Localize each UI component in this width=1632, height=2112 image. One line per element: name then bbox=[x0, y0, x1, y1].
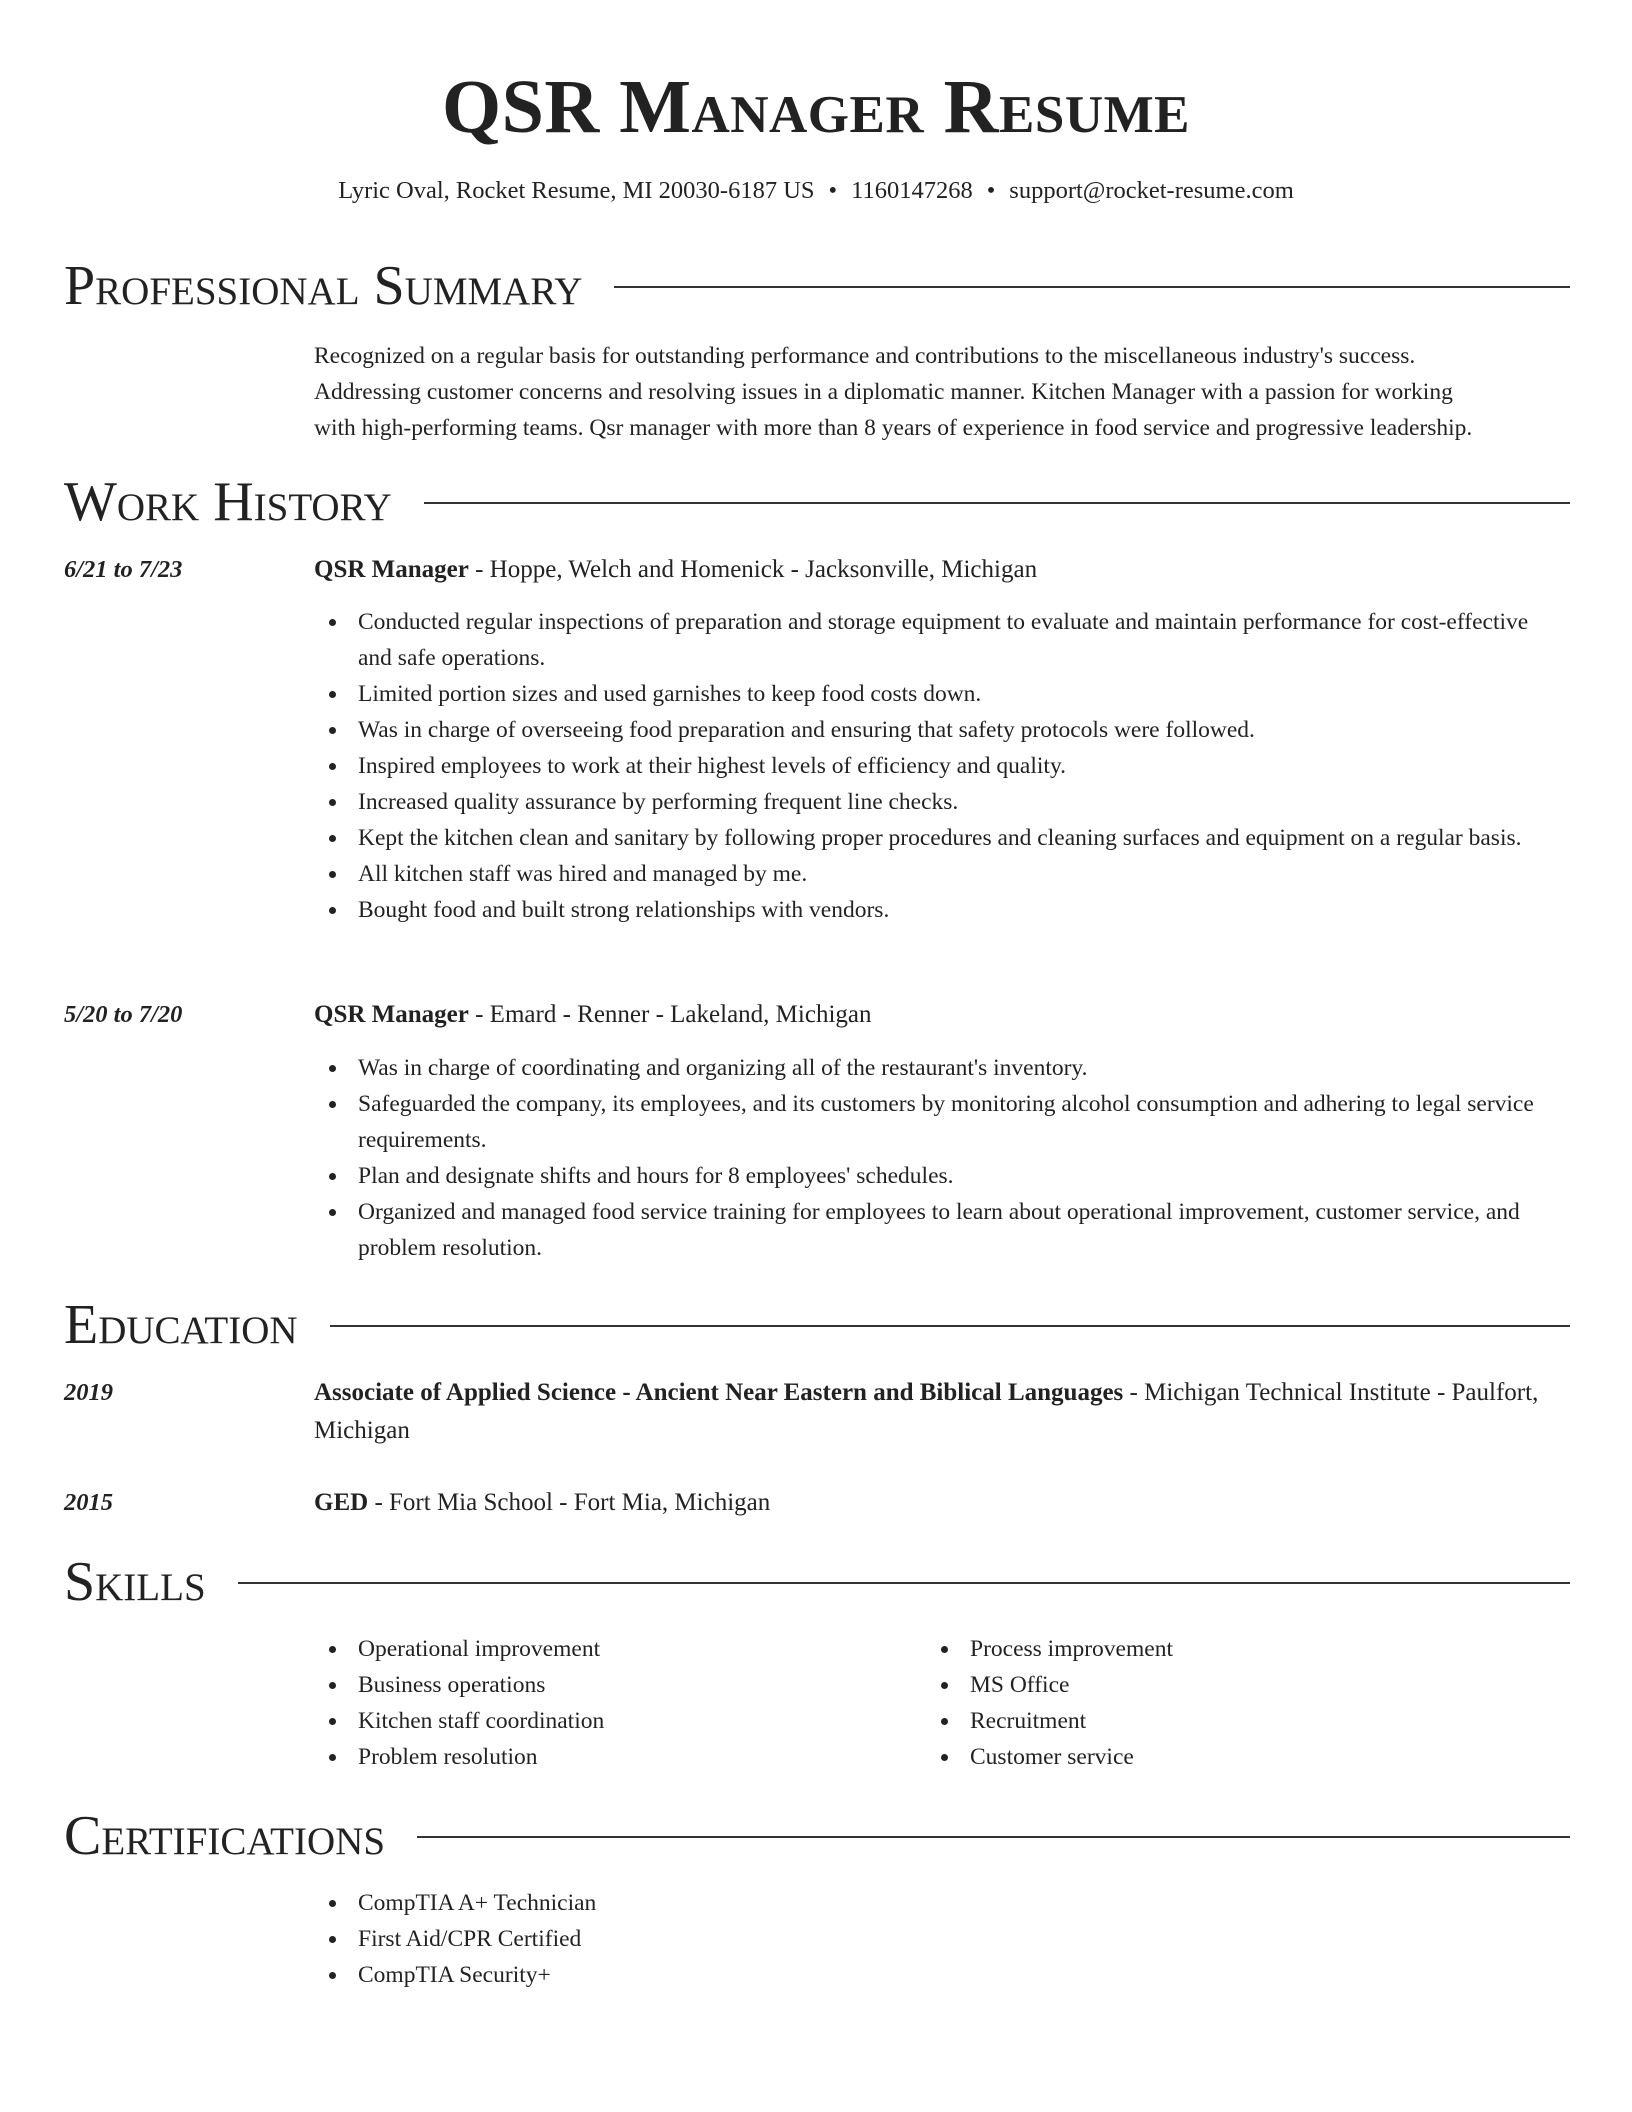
skills-list-right bbox=[926, 1631, 1632, 1775]
skills-section-header bbox=[64, 1550, 1570, 1614]
contact-address: Lyric Oval, Rocket Resume, MI 20030-6187 US bbox=[338, 177, 815, 204]
skill-item: Recruitment bbox=[926, 1703, 1632, 1739]
education-entry bbox=[314, 1484, 1564, 1522]
skill-item: Business operations bbox=[314, 1667, 1564, 1703]
section-heading: Skills bbox=[64, 1551, 206, 1613]
certification-item: First Aid/CPR Certified bbox=[314, 1921, 1564, 1957]
certification-item: CompTIA A+ Technician bbox=[314, 1885, 1564, 1921]
job-title: QSR Manager bbox=[314, 556, 469, 583]
certifications-section-header bbox=[64, 1804, 1570, 1868]
work-section-header bbox=[64, 470, 1570, 534]
section-heading: Professional Summary bbox=[64, 255, 583, 317]
degree-title: GED bbox=[314, 1489, 369, 1516]
school-info: - Fort Mia School - Fort Mia, Michigan bbox=[368, 1489, 771, 1516]
summary-line: Recognized on a regular basis for outstanding performance and contributions to the miscellaneous industry's success. bbox=[314, 343, 1416, 369]
section-divider bbox=[330, 1325, 1570, 1327]
list-item: Increased quality assurance by performing frequent line checks. bbox=[314, 784, 1564, 820]
section-divider bbox=[614, 286, 1570, 288]
skill-item: Operational improvement bbox=[314, 1631, 1564, 1667]
section-divider bbox=[417, 1836, 1570, 1838]
education-section-header bbox=[64, 1293, 1570, 1357]
education-date: 2015 bbox=[64, 1489, 113, 1516]
contact-email: support@rocket-resume.com bbox=[1009, 177, 1294, 204]
job-bullets bbox=[314, 1050, 1564, 1266]
list-item: Limited portion sizes and used garnishes to keep food costs down. bbox=[314, 676, 1564, 712]
list-item: All kitchen staff was hired and managed by me. bbox=[314, 856, 1564, 892]
skill-item: Process improvement bbox=[926, 1631, 1632, 1667]
contact-separator: • bbox=[828, 177, 838, 204]
certification-item: CompTIA Security+ bbox=[314, 1957, 1564, 1993]
job-employer: - Hoppe, Welch and Homenick - Jacksonville, Michigan bbox=[468, 556, 1038, 583]
section-heading: Certifications bbox=[64, 1805, 386, 1867]
list-item: Was in charge of overseeing food preparation and ensuring that safety protocols were followed. bbox=[314, 712, 1564, 748]
resume-name: QSR Manager Resume bbox=[441, 65, 1191, 149]
job-date: 6/21 to 7/23 bbox=[64, 556, 183, 583]
summary-section-header bbox=[64, 254, 1570, 318]
section-heading: Education bbox=[64, 1294, 298, 1356]
certifications-list bbox=[314, 1885, 1564, 1993]
job-title-line bbox=[314, 996, 1564, 1034]
summary-text bbox=[314, 338, 1559, 446]
skill-item: Customer service bbox=[926, 1739, 1632, 1775]
job-employer: - Emard - Renner - Lakeland, Michigan bbox=[468, 1001, 872, 1028]
list-item: Safeguarded the company, its employees, and its customers by monitoring alcohol consumption and adhering to legal service requirements. bbox=[314, 1086, 1564, 1158]
summary-line: with high-performing teams. Qsr manager with more than 8 years of experience in food service and progressive leadership. bbox=[314, 415, 1473, 441]
list-item: Conducted regular inspections of preparation and storage equipment to evaluate and maintain performance for cost-effective and safe operations. bbox=[314, 604, 1564, 676]
contact-separator: • bbox=[986, 177, 996, 204]
skill-item: MS Office bbox=[926, 1667, 1632, 1703]
school-info: - Michigan Technical Institute - Paulfort, Michigan bbox=[314, 1379, 1539, 1444]
list-item: Bought food and built strong relationships with vendors. bbox=[314, 892, 1564, 928]
section-divider bbox=[238, 1582, 1570, 1584]
list-item: Plan and designate shifts and hours for 8 employees' schedules. bbox=[314, 1158, 1564, 1194]
education-date: 2019 bbox=[64, 1379, 113, 1406]
list-item: Inspired employees to work at their highest levels of efficiency and quality. bbox=[314, 748, 1564, 784]
job-date: 5/20 to 7/20 bbox=[64, 1001, 183, 1028]
skill-item: Problem resolution bbox=[314, 1739, 1564, 1775]
list-item: Organized and managed food service training for employees to learn about operational improvement, customer service, and problem resolution. bbox=[314, 1194, 1564, 1266]
contact-phone: 1160147268 bbox=[851, 177, 973, 204]
degree-title: Associate of Applied Science - Ancient Near Eastern and Biblical Languages bbox=[314, 1379, 1124, 1406]
list-item: Was in charge of coordinating and organizing all of the restaurant's inventory. bbox=[314, 1050, 1564, 1086]
section-heading: Work History bbox=[64, 471, 392, 533]
summary-line: Addressing customer concerns and resolving issues in a diplomatic manner. Kitchen Manager with a passion for working bbox=[314, 379, 1453, 405]
education-entry bbox=[314, 1374, 1564, 1450]
list-item: Kept the kitchen clean and sanitary by following proper procedures and cleaning surfaces and equipment on a regular basis. bbox=[314, 820, 1564, 856]
job-title-line bbox=[314, 551, 1564, 589]
job-title: QSR Manager bbox=[314, 1001, 469, 1028]
skill-item: Kitchen staff coordination bbox=[314, 1703, 1564, 1739]
section-divider bbox=[424, 502, 1570, 504]
contact-line bbox=[0, 175, 1632, 207]
job-bullets bbox=[314, 604, 1564, 928]
